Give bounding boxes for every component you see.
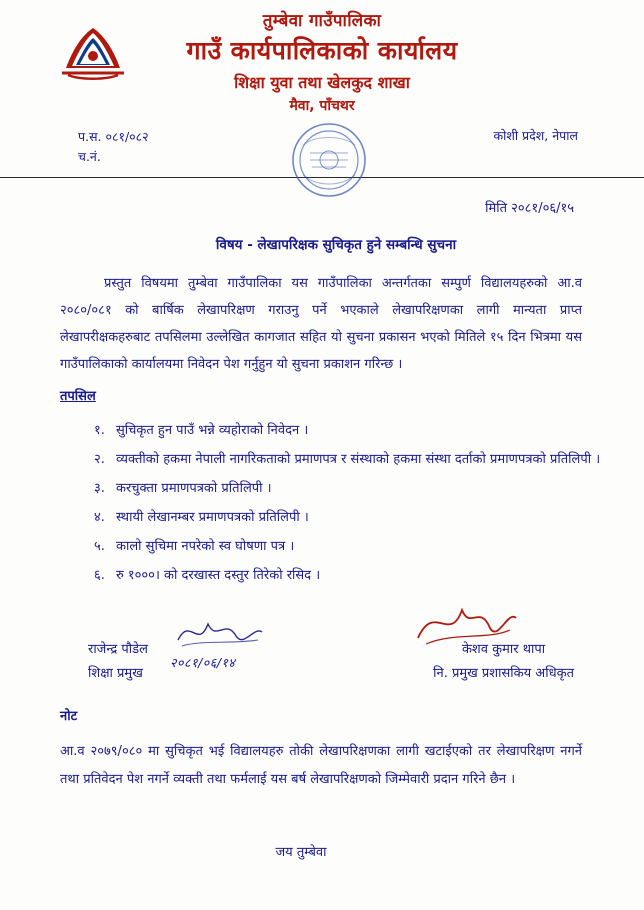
reference-numbers — [78, 127, 149, 167]
document-footer: जय तुम्बेवा — [275, 845, 327, 860]
list-item-text: व्यक्तीको हकमा नेपाली नागरिकताको प्रमाणपत्र र संस्थाको हकमा संस्था दर्ताको प्रमाणपत्रको प्रतिलिपी । — [116, 452, 601, 467]
list-item-text: कालो सुचिमा नपरेको स्व घोषणा पत्र । — [116, 539, 295, 554]
province-label: कोशी प्रदेश, नेपाल — [493, 128, 578, 143]
signature-block — [60, 612, 582, 688]
nepal-emblem-icon — [60, 18, 126, 80]
org-province-name: तुम्बेवा गाउँपालिका — [262, 11, 382, 31]
tapsil-heading: तपसिल — [60, 389, 96, 404]
org-department-name: शिक्षा युवा तथा खेलकुद शाखा — [234, 73, 410, 92]
list-item-number: १. — [94, 423, 105, 438]
note-text: आ.व २०७९/०८० मा सुचिकृत भई विद्यालयहरु तोकी लेखापरिक्षणका लागी खटाईएको तर लेखापरिक्षण नगर्ने तथा प्रतिवेदन पेश नगर्ने व्यक्ती तथा फर्मलाई यस बर्ष लेखापरिक्षणको जिम्मेवारी प्रदान गरिने छैन । — [60, 744, 582, 787]
signer-title-left: शिक्षा प्रमुख — [88, 666, 143, 681]
list-item-number: ६. — [94, 568, 105, 583]
signature-left — [88, 638, 148, 686]
list-item-number: ५. — [94, 539, 105, 554]
list-item — [94, 416, 582, 445]
list-item-number: ३. — [94, 481, 105, 496]
org-office-name: गाउँ कार्यपालिकाको कार्यालय — [186, 36, 458, 65]
letterhead — [0, 0, 644, 115]
list-item — [94, 474, 582, 503]
list-item-text: रु १०००। को दरखास्त दस्तुर तिरेको रसिद । — [116, 568, 321, 583]
list-item — [94, 503, 582, 532]
signature-right — [433, 638, 574, 686]
document-subject: विषय - लेखापरिक्षक सुचिकृत हुने सम्बन्धि सुचना — [215, 237, 457, 253]
letter-meta-row — [0, 121, 644, 177]
document-body — [0, 178, 644, 866]
letter-no: च.नं. — [78, 149, 101, 164]
org-address: मैवा, पाँचथर — [289, 98, 355, 114]
signer-title-right: नि. प्रमुख प्रशासकिय अधिकृत — [433, 666, 574, 681]
list-item-number: २. — [94, 452, 105, 467]
handwritten-date: २०८१/०६/१४ — [170, 655, 236, 670]
list-item-text: करचुक्ता प्रमाणपत्रको प्रतिलिपी । — [116, 481, 272, 496]
list-item-number: ४. — [94, 510, 105, 525]
list-item — [94, 561, 582, 590]
list-item-text: स्थायी लेखानम्बर प्रमाणपत्रको प्रतिलिपी । — [116, 510, 309, 525]
document-date: मिति २०८१/०६/१५ — [485, 201, 574, 216]
list-item-text: सुचिकृत हुन पाउँ भन्ने व्यहोराको निवेदन । — [116, 423, 309, 438]
ref-no: प.स. ०८१/०८२ — [78, 129, 149, 144]
document-paragraph: प्रस्तुत विषयमा तुम्बेवा गाउँपालिका यस गाउँपालिका अन्तर्गतका सम्पुर्ण विद्यालयहरुको आ.व २०८०/०८१ को बार्षिक लेखापरिक्षण गराउनु पर्ने भएकाले लेखापरिक्षणका लागी मान्यता प्राप्त लेखापरीक्षकहरुबाट तपसिलमा उल्लेखित कागजात सहित यो सुचना प्रकासन भएको मितिले १५ दिन भित्रमा यस गाउँपालिकाको कार्यालयमा निवेदन पेश गर्नुहुन यो सुचना प्रकाशन गरिन्छ । — [60, 276, 582, 372]
official-seal-stamp — [286, 117, 372, 203]
list-item — [94, 532, 582, 561]
signer-name-left: राजेन्द्र पौडेल — [88, 642, 148, 657]
list-item — [94, 445, 601, 474]
note-heading: नोट — [60, 709, 78, 724]
signer-name-right: केशव कुमार थापा — [461, 642, 546, 657]
requirements-list — [60, 416, 601, 590]
